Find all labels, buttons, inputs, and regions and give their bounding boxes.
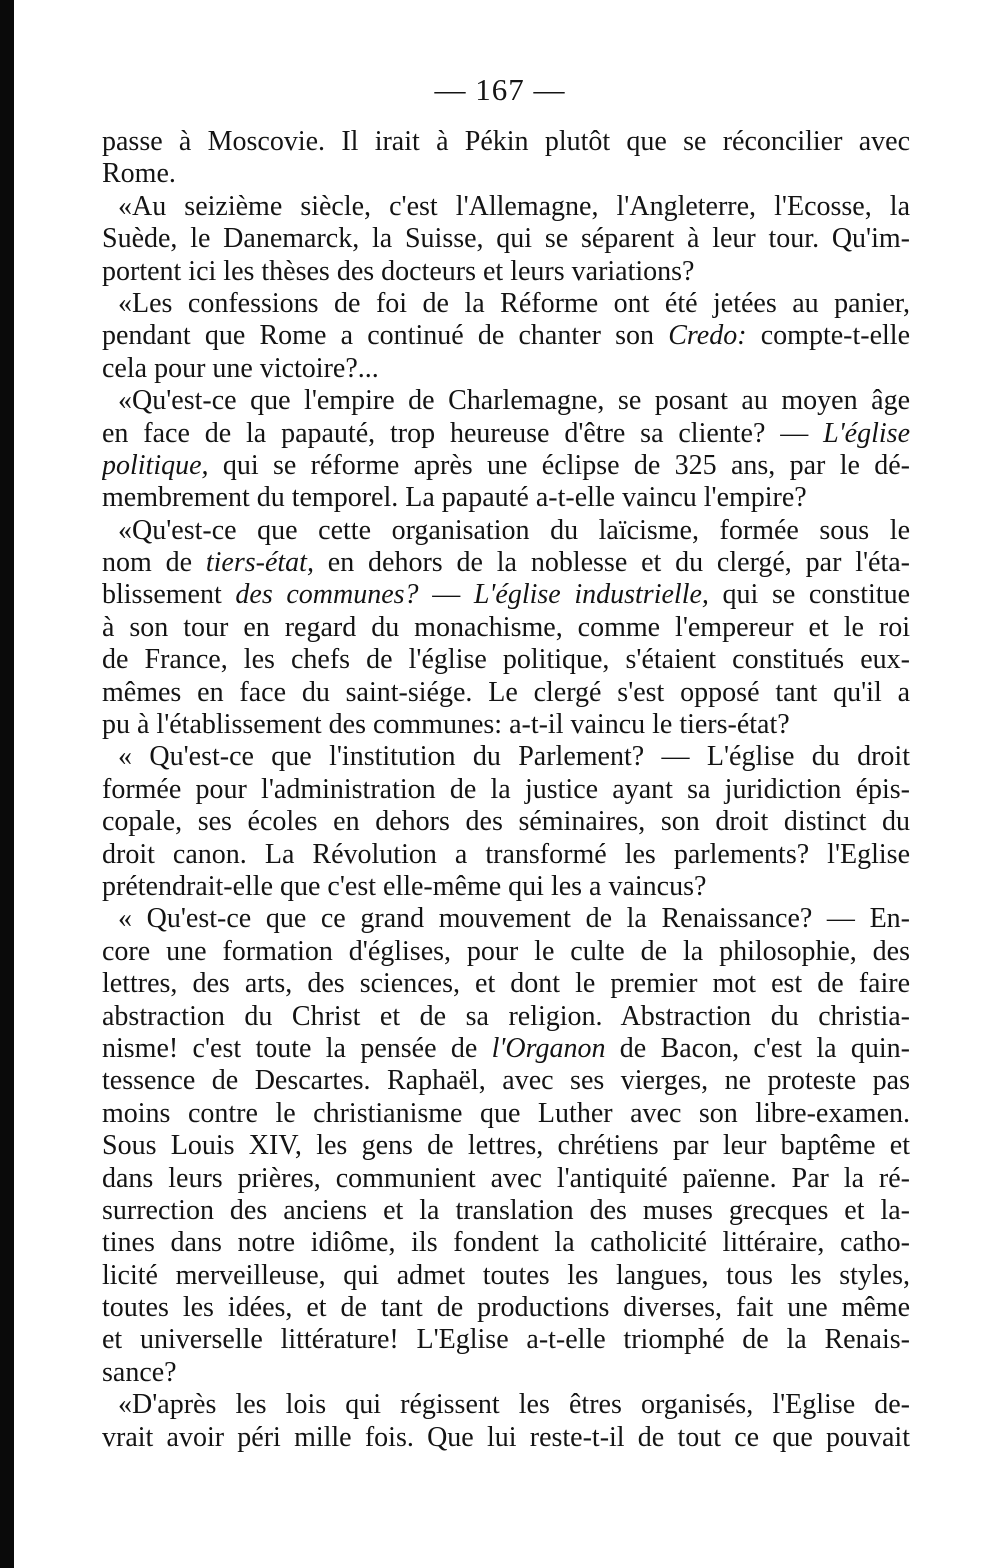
text-line: «D'après les lois qui régissent les êtres organisés, l'Eglise de- xyxy=(118,1389,910,1421)
italic-text: L'église industrielle, xyxy=(473,579,709,611)
text-line: « Qu'est-ce que l'institution du Parlement? — L'église du droit xyxy=(118,741,910,773)
text-line: mêmes en face du saint-siége. Le clergé s'est opposé tant qu'il a xyxy=(102,676,910,708)
text-line: Rome. xyxy=(102,158,176,190)
italic-text: Credo: xyxy=(668,320,747,352)
italic-text: tiers-état, xyxy=(205,547,314,579)
text-segment: pendant que Rome a continué de chanter son xyxy=(102,320,669,352)
text-line: toutes les idées, et de tant de productions diverses, fait une même xyxy=(102,1292,910,1324)
text-line: sance? xyxy=(102,1356,177,1388)
text-segment: qui se réforme après une éclipse de 325 ans, par le dé- xyxy=(208,449,910,481)
text-line: « Qu'est-ce que ce grand mouvement de la Renaissance? — En- xyxy=(118,903,910,935)
text-line: lettres, des arts, des sciences, et dont le premier mot est de faire xyxy=(102,968,910,1000)
text-line: «Qu'est-ce que l'empire de Charlemagne, se posant au moyen âge xyxy=(118,385,910,417)
text-segment: en face de la papauté, trop heureuse d'être sa cliente? — xyxy=(102,417,824,449)
text-line: «Qu'est-ce que cette organisation du laïcisme, formée sous le xyxy=(118,514,910,546)
text-line: «Au seizième siècle, c'est l'Allemagne, l'Angleterre, l'Ecosse, la xyxy=(118,190,910,222)
text-line xyxy=(102,547,910,579)
body-text xyxy=(102,126,910,1454)
text-line: vrait avoir péri mille fois. Que lui reste-t-il de tout ce que pouvait xyxy=(102,1421,910,1453)
text-line: surrection des anciens et la translation des muses grecques et la- xyxy=(102,1194,910,1226)
text-line: membrement du temporel. La papauté a-t-elle vaincu l'empire? xyxy=(102,482,807,514)
text-line: portent ici les thèses des docteurs et leurs variations? xyxy=(102,255,695,287)
text-line: licité merveilleuse, qui admet toutes les langues, tous les styles, xyxy=(102,1259,910,1291)
text-segment: nisme! c'est toute la pensée de xyxy=(102,1032,492,1064)
text-line: à son tour en regard du monachisme, comme l'empereur et le roi xyxy=(102,611,910,643)
text-line: passe à Moscovie. Il irait à Pékin plutôt que se réconcilier avec xyxy=(102,126,910,157)
binding-edge xyxy=(0,0,14,1568)
text-line: copale, ses écoles en dehors des séminaires, son droit distinct du xyxy=(102,806,910,838)
text-line: Sous Louis XIV, les gens de lettres, chrétiens par leur baptême et xyxy=(102,1130,910,1162)
italic-text: l'Organon xyxy=(491,1032,606,1064)
italic-text: L'église xyxy=(823,417,910,449)
text-line: et universelle littérature! L'Eglise a-t-elle triomphé de la Renais- xyxy=(102,1324,910,1356)
italic-text: politique, xyxy=(102,449,209,481)
text-segment: de Bacon, c'est la quin- xyxy=(605,1032,910,1064)
page-number: — 167 — xyxy=(434,72,566,107)
text-line xyxy=(102,418,910,450)
text-line: tessence de Descartes. Raphaël, avec ses vierges, ne proteste pas xyxy=(102,1065,910,1097)
text-segment: en dehors de la noblesse et du clergé, par l'éta- xyxy=(313,547,910,579)
text-segment: — xyxy=(418,579,474,611)
text-segment: nom de xyxy=(102,547,206,579)
text-line: «Les confessions de foi de la Réforme ont été jetées au panier, xyxy=(118,287,910,319)
text-line: core une formation d'églises, pour le culte de la philosophie, des xyxy=(102,935,910,967)
text-line: formée pour l'administration de la justice ayant sa juridiction épis- xyxy=(102,773,910,805)
text-line: dans leurs prières, communient avec l'antiquité païenne. Par la ré- xyxy=(102,1162,910,1194)
text-line: pu à l'établissement des communes: a-t-il vaincu le tiers-état? xyxy=(102,709,790,741)
text-line: abstraction du Christ et de sa religion. Abstraction du christia- xyxy=(102,1000,910,1032)
text-line: prétendrait-elle que c'est elle-même qui les a vaincus? xyxy=(102,870,707,902)
text-line xyxy=(102,450,910,482)
text-line: Suède, le Danemarck, la Suisse, qui se séparent à leur tour. Qu'im- xyxy=(102,223,910,255)
text-segment: compte-t-elle xyxy=(746,320,910,352)
text-line: cela pour une victoire?... xyxy=(102,352,379,384)
text-line xyxy=(102,579,910,611)
text-segment: blissement xyxy=(102,579,236,611)
text-segment: qui se constitue xyxy=(708,579,910,611)
text-line: droit canon. La Révolution a transformé les parlements? l'Eglise xyxy=(102,838,910,870)
text-line xyxy=(102,320,910,352)
text-line: moins contre le christianisme que Luther avec son libre-examen. xyxy=(102,1097,910,1129)
text-line: de France, les chefs de l'église politique, s'étaient constitués eux- xyxy=(102,644,910,676)
text-line xyxy=(102,1033,910,1065)
text-line: tines dans notre idiôme, ils fondent la catholicité littéraire, catho- xyxy=(102,1227,910,1259)
italic-text: des communes? xyxy=(235,579,419,611)
